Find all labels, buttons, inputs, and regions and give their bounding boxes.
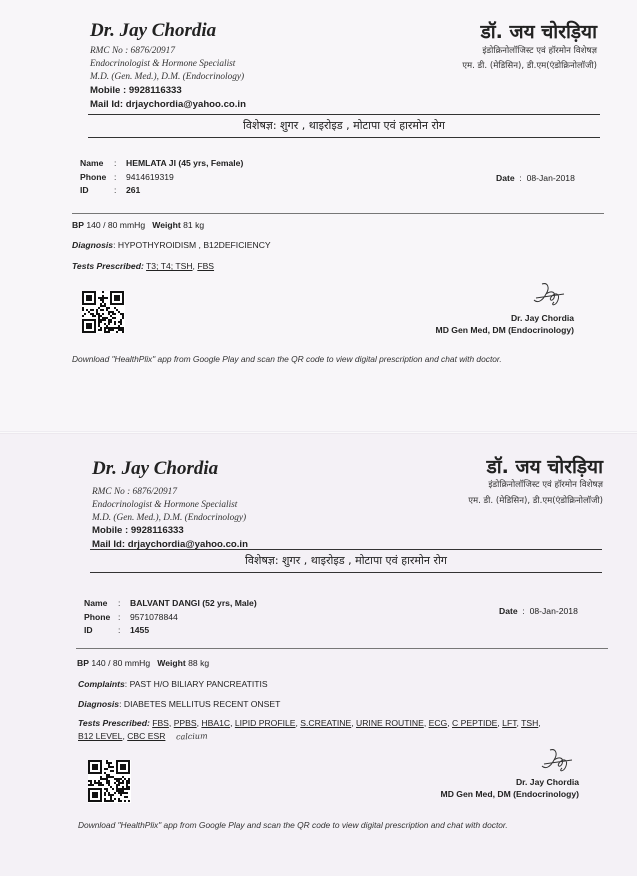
specialist-title: Endocrinologist & Hormone Specialist	[90, 59, 236, 69]
patient-name-label: Name	[80, 158, 104, 168]
patient-id-row: ID : 1455	[84, 625, 150, 635]
doctor-signature	[528, 280, 568, 310]
mobile-number: Mobile : 9928116333	[90, 85, 182, 96]
test-item: S.CREATINE	[300, 718, 352, 728]
test-item: T3; T4; TSH	[146, 261, 193, 271]
complaints-line: Complaints: PAST H/O BILIARY PANCREATITIS	[78, 679, 268, 689]
footer-note: Download "HealthPlix" app from Google Play and scan the QR code to view digital prescription and chat with doctor.	[78, 820, 508, 830]
degree: M.D. (Gen. Med.), D.M. (Endocrinology)	[92, 513, 247, 523]
tests-line-2	[78, 731, 165, 741]
qr-code[interactable]	[82, 291, 125, 333]
signature-name: Dr. Jay Chordia	[510, 313, 574, 323]
rmc-number: RMC No : 6876/20917	[92, 487, 177, 497]
visit-date: Date : 08-Jan-2018	[496, 173, 575, 183]
mail-id: Mail Id: drjaychordia@yahoo.co.in	[90, 99, 246, 110]
diagnosis-value: HYPOTHYROIDISM , B12DEFICIENCY	[117, 240, 271, 250]
specialist-title-hindi: इंडोक्रिनोलॉजिस्ट एवं हॉरमोन विशेषज्ञ	[488, 480, 603, 490]
patient-name-row: Name : BALVANT DANGI (52 yrs, Male)	[84, 598, 257, 608]
rmc-number: RMC No : 6876/20917	[90, 46, 175, 56]
diagnosis-line: Diagnosis: HYPOTHYROIDISM , B12DEFICIENCY	[72, 240, 271, 250]
patient-phone: 9571078844	[130, 612, 178, 622]
handwritten-note: calcium	[175, 731, 208, 742]
weight-label: Weight	[152, 220, 181, 230]
patient-name-label: Name	[84, 598, 108, 608]
bp-label: BP	[72, 220, 84, 230]
mobile-number: Mobile : 9928116333	[92, 525, 184, 536]
test-item: LFT	[502, 718, 517, 728]
test-item: FBS	[152, 718, 169, 728]
doctor-name-hindi: डॉ. जय चोरड़िया	[480, 21, 597, 43]
tests-line	[78, 718, 541, 728]
test-item: ECG	[428, 718, 448, 728]
doctor-name: Dr. Jay Chordia	[90, 20, 217, 41]
patient-id: 261	[126, 185, 141, 195]
weight-value: 88 kg	[188, 658, 210, 668]
patient-phone-label: Phone	[80, 172, 107, 182]
tests-list: T3; T4; TSH, FBS	[146, 261, 215, 271]
patient-id: 1455	[130, 625, 150, 635]
specialty-rule	[88, 137, 600, 138]
patient-phone-row: Phone : 9571078844	[84, 612, 178, 622]
patient-phone: 9414619319	[126, 172, 174, 182]
patient-rule	[72, 213, 604, 214]
complaints-label: Complaints	[78, 679, 125, 689]
test-item: FBS	[197, 261, 215, 271]
degree-hindi: एम. डी. (मेडिसिन), डी.एम(एंडोक्रिनोलॉजी)	[462, 61, 597, 71]
doctor-name: Dr. Jay Chordia	[92, 458, 219, 479]
complaints-value: PAST H/O BILIARY PANCREATITIS	[129, 679, 268, 689]
tests-label: Tests Prescribed:	[72, 261, 144, 271]
visit-date: Date : 08-Jan-2018	[499, 606, 578, 616]
test-item: PPBS	[173, 718, 197, 728]
diagnosis-label: Diagnosis	[78, 699, 120, 709]
patient-name: HEMLATA JI (45 yrs, Female)	[126, 158, 244, 168]
tests-line	[72, 261, 214, 271]
date-value: 08-Jan-2018	[529, 606, 578, 616]
patient-id-row: ID : 261	[80, 185, 141, 195]
date-label: Date	[499, 606, 518, 616]
bp-value: 140 / 80 mmHg	[86, 220, 146, 230]
diagnosis-value: DIABETES MELLITUS RECENT ONSET	[123, 699, 281, 709]
patient-phone-label: Phone	[84, 612, 111, 622]
specialist-title-hindi: इंडोक्रिनोलॉजिस्ट एवं हॉरमोन विशेषज्ञ	[482, 46, 597, 56]
specialist-title: Endocrinologist & Hormone Specialist	[92, 500, 238, 510]
weight-label: Weight	[157, 658, 186, 668]
signature-degree: MD Gen Med, DM (Endocrinology)	[435, 325, 574, 335]
tests-list-2: B12 LEVEL, CBC ESR	[78, 731, 166, 741]
header-rule	[90, 549, 602, 550]
test-item: HBA1C	[201, 718, 231, 728]
vitals-line	[72, 220, 204, 230]
header-rule	[88, 114, 600, 115]
date-label: Date	[496, 173, 515, 183]
test-item: TSH	[521, 718, 539, 728]
specialty-line: विशेषज्ञ: शुगर , थाइरोइड , मोटापा एवं हारमोन रोग	[243, 119, 445, 132]
footer-note: Download "HealthPlix" app from Google Play and scan the QR code to view digital prescription and chat with doctor.	[72, 354, 502, 364]
weight-value: 81 kg	[183, 220, 205, 230]
bp-label: BP	[77, 658, 89, 668]
test-item: CBC ESR	[127, 731, 166, 741]
patient-phone-row: Phone : 9414619319	[80, 172, 174, 182]
test-item: B12 LEVEL	[78, 731, 123, 741]
page-fold	[0, 431, 637, 434]
test-item: LIPID PROFILE	[234, 718, 296, 728]
degree-hindi: एम. डी. (मेडिसिन), डी.एम(एंडोक्रिनोलॉजी)	[468, 496, 603, 506]
patient-id-label: ID	[84, 625, 93, 635]
signature-name: Dr. Jay Chordia	[515, 777, 579, 787]
date-value: 08-Jan-2018	[526, 173, 575, 183]
test-item: URINE ROUTINE	[356, 718, 424, 728]
doctor-signature	[536, 746, 576, 776]
specialty-rule	[90, 572, 602, 573]
qr-code[interactable]	[88, 760, 131, 803]
doctor-name-hindi: डॉ. जय चोरड़िया	[486, 456, 603, 478]
tests-list: FBS, PPBS, HBA1C, LIPID PROFILE, S.CREATINE, URINE ROUTINE, ECG, C PEPTIDE, LFT, TSH,	[152, 718, 541, 728]
test-item: C PEPTIDE	[452, 718, 498, 728]
vitals-line	[77, 658, 209, 668]
patient-id-label: ID	[80, 185, 89, 195]
degree: M.D. (Gen. Med.), D.M. (Endocrinology)	[90, 72, 245, 82]
bp-value: 140 / 80 mmHg	[91, 658, 151, 668]
signature-degree: MD Gen Med, DM (Endocrinology)	[440, 789, 579, 799]
tests-label: Tests Prescribed:	[78, 718, 150, 728]
patient-rule	[76, 648, 608, 649]
specialty-line: विशेषज्ञ: शुगर , थाइरोइड , मोटापा एवं हारमोन रोग	[245, 554, 447, 567]
patient-name: BALVANT DANGI (52 yrs, Male)	[130, 598, 257, 608]
patient-name-row: Name : HEMLATA JI (45 yrs, Female)	[80, 158, 244, 168]
diagnosis-line: Diagnosis: DIABETES MELLITUS RECENT ONSET	[78, 699, 281, 709]
mail-id: Mail Id: drjaychordia@yahoo.co.in	[92, 539, 248, 550]
diagnosis-label: Diagnosis	[72, 240, 114, 250]
